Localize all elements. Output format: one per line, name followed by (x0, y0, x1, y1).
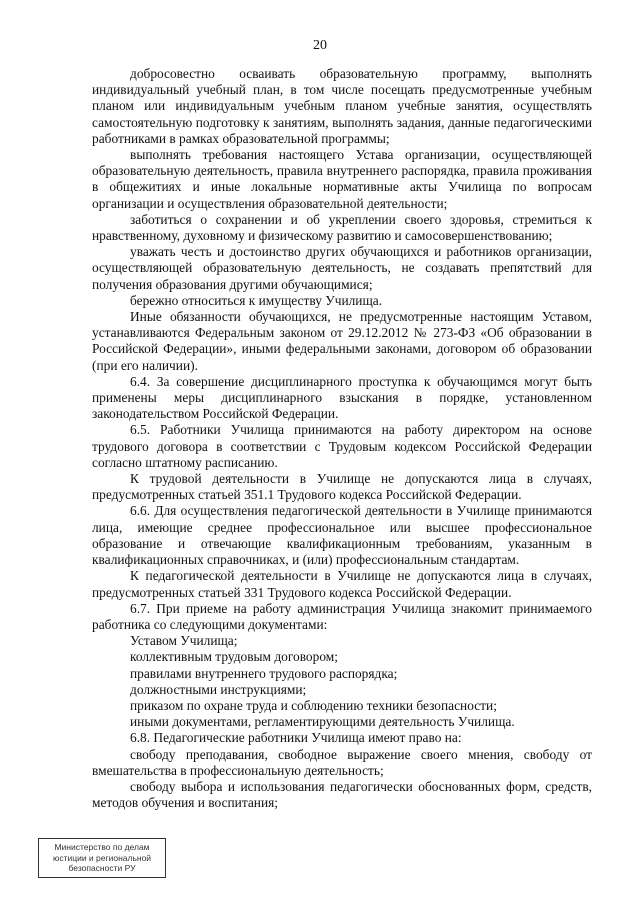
list-item: приказом по охране труда и соблюдению техники безопасности; (130, 697, 497, 713)
stamp-line: юстиции и региональной (52, 852, 152, 863)
list-item: иными документами, регламентирующими деятельность Училища. (130, 714, 515, 730)
document-body (92, 66, 592, 811)
list-item: должностными инструкциями; (130, 681, 307, 697)
list-item: коллективным трудовым договором; (130, 649, 338, 665)
paragraph: 6.7. При приеме на работу администрация Училища знакомит принимаемого работника со следующими документами: (92, 600, 592, 632)
paragraph: добросовестно осваивать образовательную программу, выполнять индивидуальный учебный план, в том числе посещать предусмотренные учебным планом или индивидуальным учебным планом учебные занятия, осуществлять самостоятельную подготовку к занятиям, выполнять задания, данные педагогическими работниками в рамках образовательной программы; (92, 66, 592, 146)
paragraph: 6.6. Для осуществления педагогической деятельности в Училище принимаются лица, имеющие среднее профессиональное или высшее профессиональное образование и отвечающие квалификационным требованиям, указанным в квалификационных справочниках, и (или) профессиональным стандартам. (92, 503, 592, 568)
stamp-line: Министерство по делам (54, 842, 150, 852)
paragraph: заботиться о сохранении и об укреплении своего здоровья, стремиться к нравственному, духовному и физическому развитию и самосовершенствованию; (92, 211, 592, 244)
list-item: свободу выбора и использования педагогически обоснованных форм, средств, методов обучения и воспитания; (92, 778, 592, 811)
list-item: правилами внутреннего трудового распорядка; (130, 665, 398, 681)
paragraph: К трудовой деятельности в Училище не допускаются лица в случаях, предусмотренных статьей 351.1 Трудового кодекса Российской Федерации. (92, 471, 592, 503)
paragraph: бережно относиться к имуществу Училища. (130, 292, 383, 308)
stamp-line: безопасности РУ (68, 863, 136, 873)
paragraph: уважать честь и достоинство других обучающихся и работников организации, осуществляющей образовательную деятельность, не создавать препятствий для получения образования другими обучающимися; (92, 244, 592, 292)
ministry-stamp (38, 838, 166, 878)
paragraph: выполнять требования настоящего Устава организации, осуществляющей образовательную деятельность, правила внутреннего распорядка, правила проживания в общежитиях и иные локальные нормативные акты Училища по вопросам организации и осуществления образовательной деятельности; (92, 147, 592, 211)
page-number: 20 (313, 38, 327, 53)
paragraph: 6.4. За совершение дисциплинарного проступка к обучающимся могут быть применены меры дисциплинарного взыскания в порядке, установленном законодательством Российской Федерации. (92, 373, 592, 422)
paragraph: 6.5. Работники Училища принимаются на работу директором на основе трудового договора в соответствии с Трудовым кодексом Российской Федерации согласно штатному расписанию. (92, 422, 592, 470)
list-item: Уставом Училища; (130, 633, 238, 649)
list-item: свободу преподавания, свободное выражение своего мнения, свободу от вмешательства в профессиональную деятельность; (92, 746, 592, 778)
paragraph: 6.8. Педагогические работники Училища имеют право на: (130, 730, 462, 746)
paragraph: К педагогической деятельности в Училище не допускаются лица в случаях, предусмотренных статьей 331 Трудового кодекса Российской Федерации. (92, 568, 592, 600)
paragraph: Иные обязанности обучающихся, не предусмотренные настоящим Уставом, устанавливаются Федеральным законом от 29.12.2012 № 273-ФЗ «Об образовании в Российской Федерации», иными федеральными законами, договором об образовании (при его наличии). (92, 309, 592, 373)
